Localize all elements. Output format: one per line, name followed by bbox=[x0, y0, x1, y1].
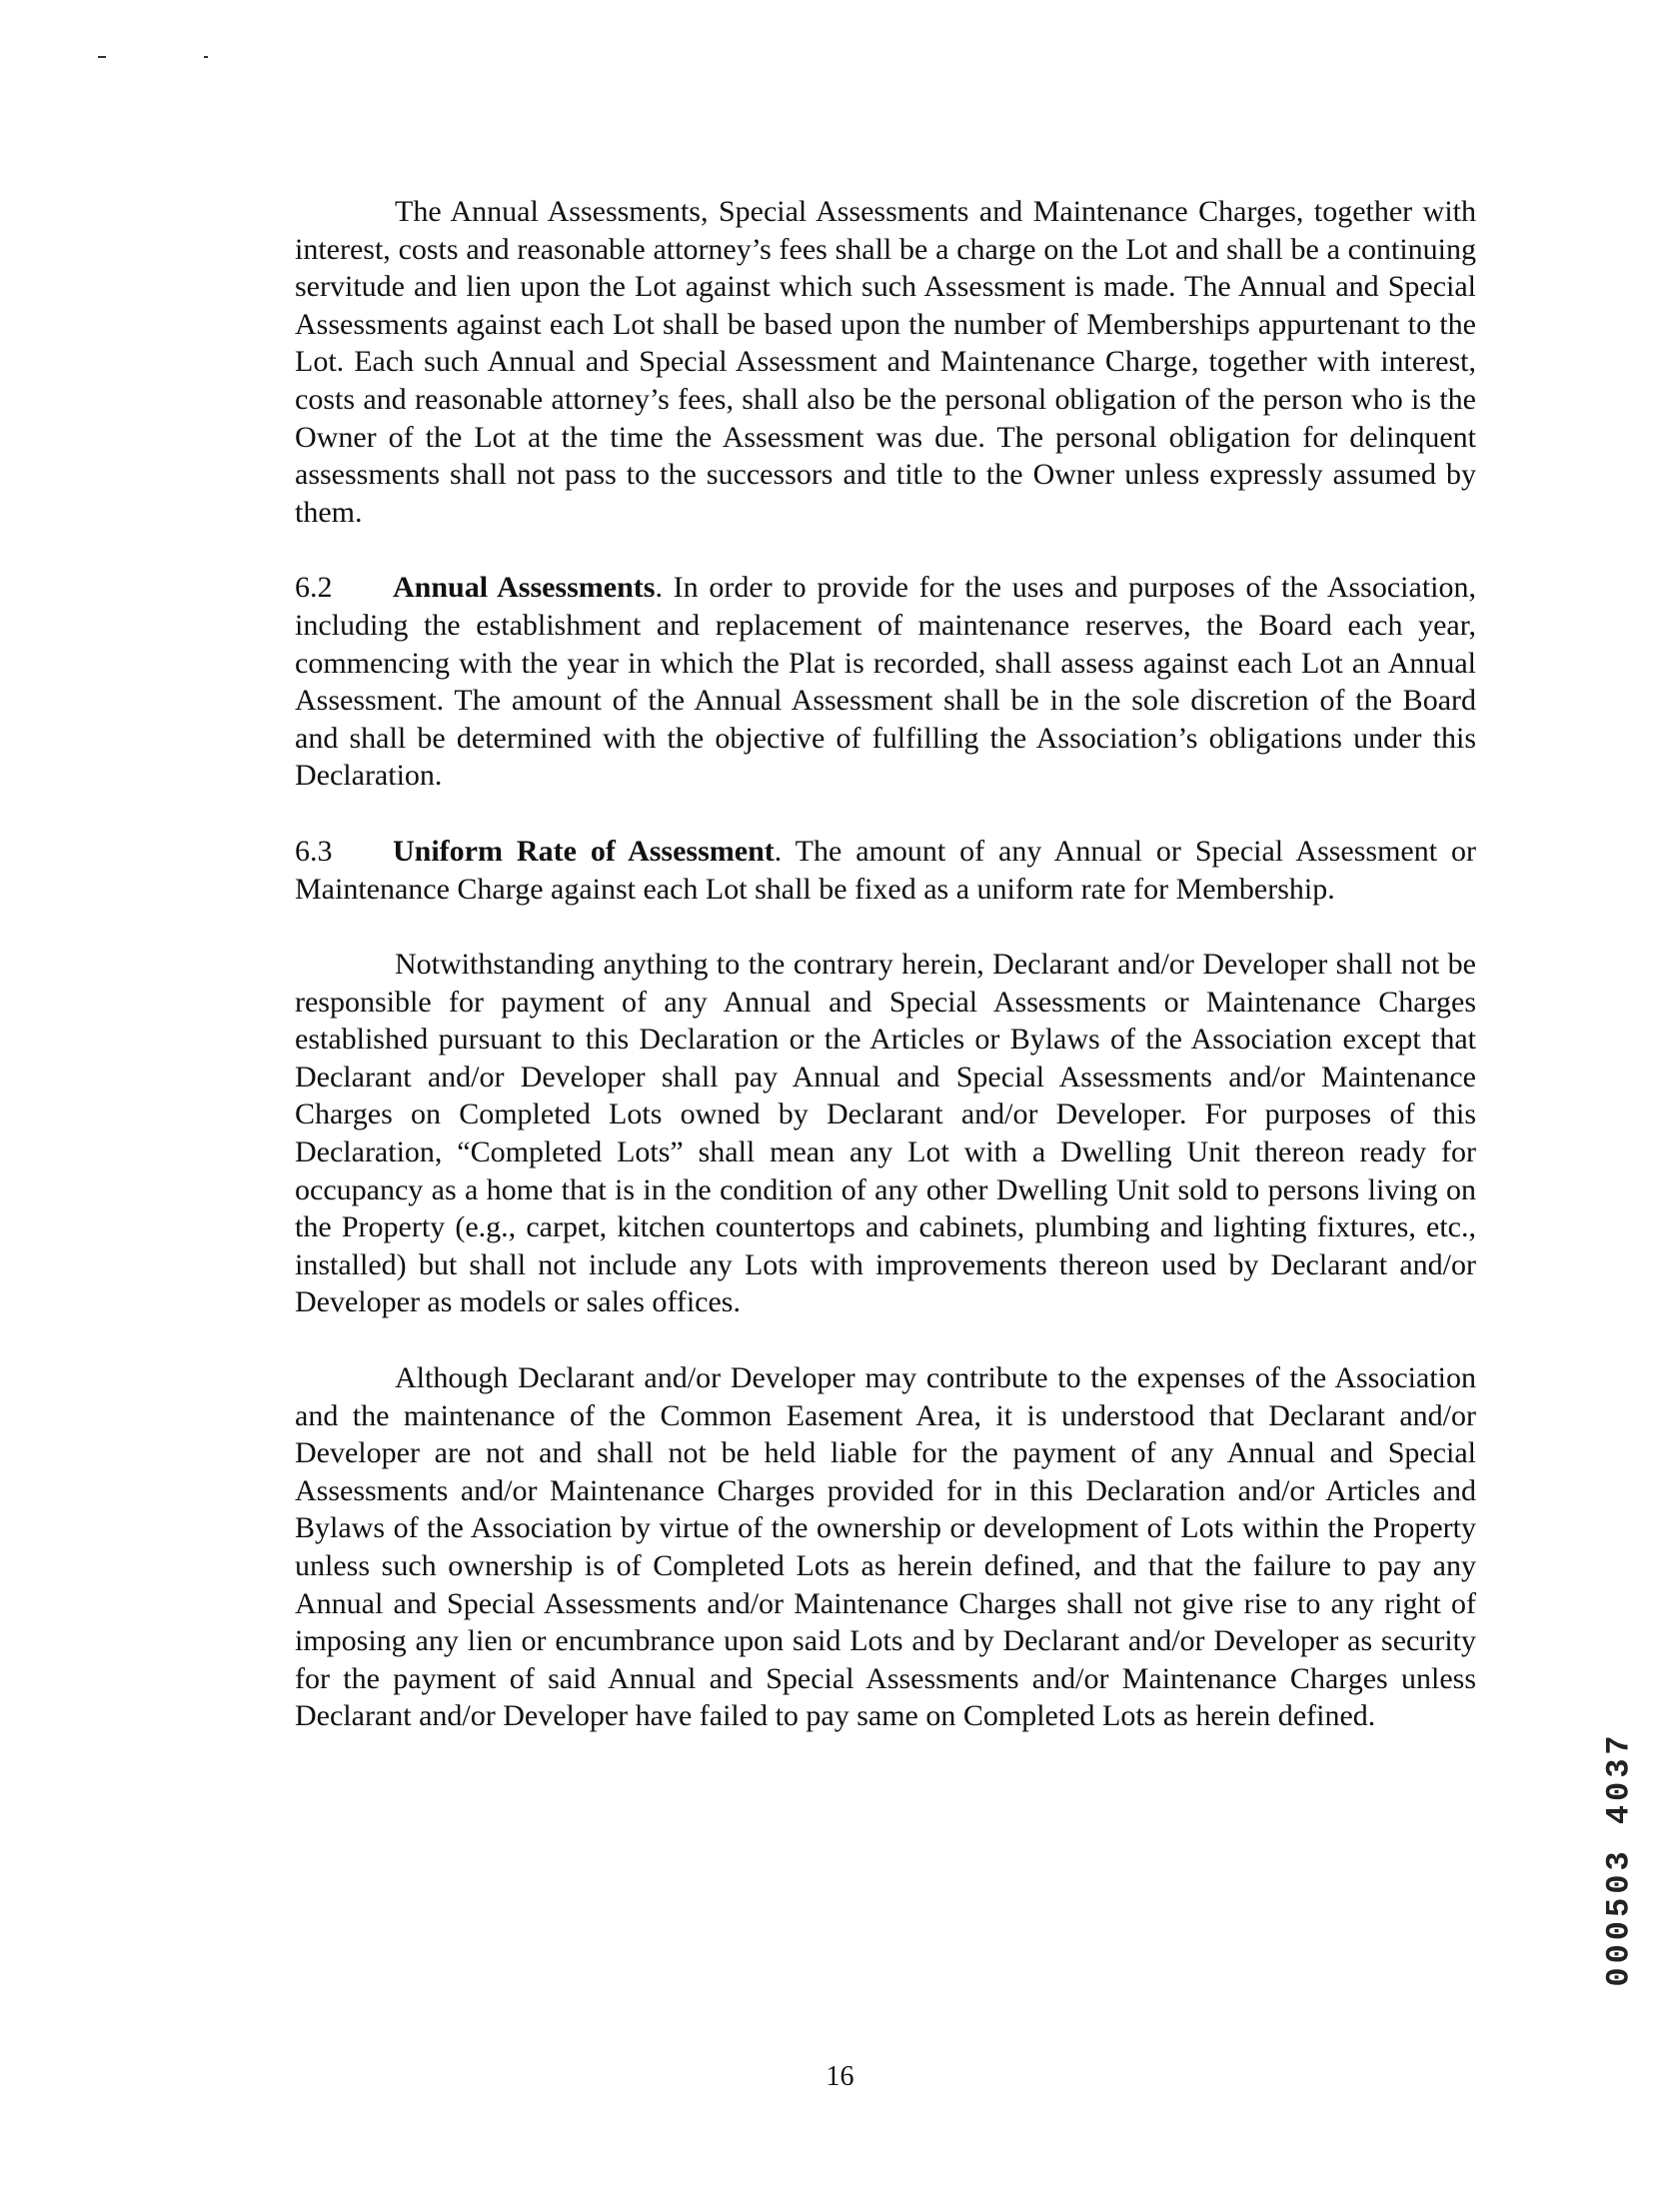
page-number: 16 bbox=[826, 2061, 854, 2092]
section-heading: Uniform Rate of Assessment bbox=[393, 834, 775, 868]
recording-stamp: 000503 4037 bbox=[1600, 1731, 1638, 1987]
although-paragraph: Although Declarant and/or Developer may contribute to the expenses of the Association and the maintenance of the Common Easement Area, it is understood that Declarant and/or Developer are not and shall not be held liable for the payment of any Annual and Special Assessments and/or Maintenance Charges provided for in this Declaration and/or Articles and Bylaws of the Association by virtue of the ownership or development of Lots within the Property unless such ownership is of Completed Lots as herein defined, and that the failure to pay any Annual and Special Assessments and/or Maintenance Charges shall not give rise to any right of imposing any lien or encumbrance upon said Lots and by Declarant and/or Developer as security for the payment of said Annual and Special Assessments and/or Maintenance Charges unless Declarant and/or Developer have failed to pay same on Completed Lots as herein defined. bbox=[295, 1361, 1476, 1733]
section-text: . The amount of any Annual or Special Assessment or Maintenance Charge against each Lot shall be fixed as a uniform rate for Membership. bbox=[295, 834, 1476, 906]
scan-speck bbox=[98, 56, 106, 58]
document-body bbox=[295, 193, 1476, 1773]
section-6-3 bbox=[295, 833, 1476, 908]
notwithstanding-paragraph: Notwithstanding anything to the contrary herein, Declarant and/or Developer shall not be responsible for payment of any Annual and Special Assessments or Maintenance Charges established pursuant to this Declaration or the Articles or Bylaws of the Association except that Declarant and/or Developer shall pay Annual and Special Assessments and/or Maintenance Charges on Completed Lots owned by Declarant and/or Developer. For purposes of this Declaration, “Completed Lots” shall mean any Lot with a Dwelling Unit thereon ready for occupancy as a home that is in the condition of any other Dwelling Unit sold to persons living on the Property (e.g., carpet, kitchen countertops and cabinets, plumbing and lighting fixtures, etc., installed) but shall not include any Lots with improvements thereon used by Declarant and/or Developer as models or sales offices. bbox=[295, 948, 1476, 1319]
section-number: 6.2 bbox=[295, 571, 333, 605]
section-heading: Annual Assessments bbox=[393, 571, 656, 605]
section-text: . In order to provide for the uses and purposes of the Association, including the establishment and replacement of maintenance reserves, the Board each year, commencing with the year in which the Plat is recorded, shall assess against each Lot an Annual Assessment. The amount of the Annual Assessment shall be in the sole discretion of the Board and shall be determined with the objective of fulfilling the Association’s obligations under this Declaration. bbox=[295, 571, 1476, 793]
section-number: 6.3 bbox=[295, 834, 333, 868]
section-6-2 bbox=[295, 569, 1476, 795]
intro-paragraph: The Annual Assessments, Special Assessments and Maintenance Charges, together with interest, costs and reasonable attorney’s fees shall be a charge on the Lot and shall be a continuing servitude and lien upon the Lot against which such Assessment is made. The Annual and Special Assessments against each Lot shall be based upon the number of Memberships appurtenant to the Lot. Each such Annual and Special Assessment and Maintenance Charge, together with interest, costs and reasonable attorney’s fees, shall also be the personal obligation of the person who is the Owner of the Lot at the time the Assessment was due. The personal obligation for delinquent assessments shall not pass to the successors and title to the Owner unless expressly assumed by them. bbox=[295, 195, 1476, 529]
scan-speck bbox=[204, 56, 208, 58]
